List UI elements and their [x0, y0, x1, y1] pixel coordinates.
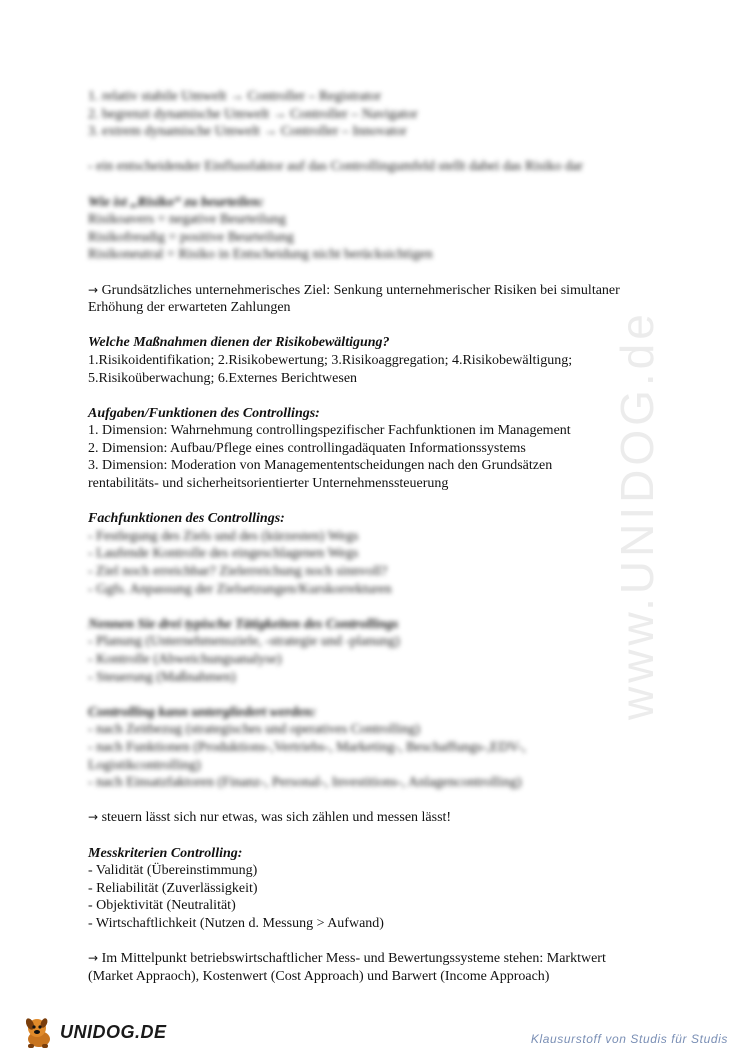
- text-line: - Kontrolle (Abweichungsanalyse): [88, 652, 282, 667]
- final-text: Im Mittelpunkt betriebswirtschaftlicher Mess- und Bewertungssysteme stehen: Marktwert (Market Appraoch), Kostenwert (Cost Approach) und Barwert (Income Approach): [88, 951, 606, 984]
- section-heading: Messkriterien Controlling:: [88, 845, 243, 861]
- section-heading: Aufgaben/Funktionen des Controllings:: [88, 405, 320, 421]
- text-line: 2. Dimension: Aufbau/Pflege eines controllingadäquaten Informationssystems: [88, 440, 526, 456]
- text-line: - Festlegung des Ziels und des (kürzesten) Wegs: [88, 528, 359, 544]
- text-line: - Objektivität (Neutralität): [88, 898, 236, 914]
- goal-paragraph: [88, 282, 648, 317]
- text-line: Risikoavers = negative Beurteilung: [88, 212, 287, 228]
- text-line: 3. Dimension: Moderation von Managemententscheidungen nach den Grundsätzen: [88, 458, 553, 474]
- steer-paragraph: [88, 809, 648, 827]
- blurred-activities-section: [88, 616, 648, 686]
- arrow-icon: →: [88, 810, 99, 825]
- text-line: rentabilitäts- und sicherheitsorientierter Unternehmenssteuerung: [88, 476, 449, 492]
- steer-text: steuern lässt sich nur etwas, was sich zählen und messen lässt!: [101, 810, 452, 826]
- text-line: - Steuerung (Maßnahmen): [88, 669, 236, 685]
- text-line: - ein entscheidender Einflussfaktor auf das Controllingumfeld stellt dabei das Risiko dar: [88, 159, 583, 175]
- unidog-logo: [22, 1012, 167, 1052]
- text-line: - nach Einsatzfaktoren (Finanz-, Personal-, Investitions-, Anlagencontrolling): [88, 775, 522, 791]
- text-line: 3. extrem dynamische Umwelt → Controller – Innovator: [88, 124, 407, 140]
- final-paragraph: [88, 950, 648, 985]
- section-heading: Fachfunktionen des Controllings:: [88, 511, 285, 527]
- text-line: - Laufende Kontrolle des eingeschlagenen Wegs: [88, 546, 359, 562]
- document-body: [88, 88, 648, 1003]
- text-line: Risikofreudig = positive Beurteilung: [88, 229, 294, 245]
- text-line: - nach Funktionen (Produktions-,Vertriebs-, Marketing-, Beschaffungs-,EDV-,: [88, 739, 526, 755]
- text-line: - Reliabilität (Zuverlässigkeit): [88, 880, 258, 896]
- text-line: Logistikcontrolling): [88, 757, 201, 773]
- footer-tagline: Klausurstoff von Studis für Studis: [530, 1032, 728, 1046]
- dog-icon: [22, 1014, 58, 1050]
- text-line: 5.Risikoüberwachung; 6.Externes Berichtwesen: [88, 370, 358, 386]
- section-heading: Wie ist „Risiko“ zu beurteilen:: [88, 194, 265, 210]
- blurred-environment-list: [88, 88, 648, 141]
- arrow-icon: →: [88, 282, 99, 297]
- text-line: 1.Risikoidentifikation; 2.Risikobewertung; 3.Risikoaggregation; 4.Risikobewältigung;: [88, 352, 573, 368]
- section-heading: Nennen Sie drei typische Tätigkeiten des Controllings: [88, 616, 399, 632]
- text-line: 2. begrenzt dynamische Umwelt → Controller – Navigator: [88, 106, 418, 122]
- logo-text: UNIDOG.DE: [60, 1021, 167, 1042]
- text-line: Risikoneutral = Risiko in Entscheidung nicht berücksichtigen: [88, 247, 433, 263]
- watermark: www.UNIDOG.de: [611, 310, 663, 720]
- blurred-risk-assessment-section: [88, 194, 648, 264]
- controlling-tasks-section: [88, 405, 648, 493]
- text-line: 1. relativ stabile Umwelt → Controller – Registrator: [88, 89, 382, 104]
- section-heading: Welche Maßnahmen dienen der Risikobewältigung?: [88, 335, 390, 351]
- fachfunktionen-section: [88, 510, 648, 598]
- text-line: - Planung (Unternehmensziele, -strategie und -planung): [88, 634, 400, 650]
- goal-text: Grundsätzliches unternehmerisches Ziel: Senkung unternehmerischer Risiken bei simultaner Erhöhung der erwarteten Zahlungen: [88, 282, 620, 316]
- text-line: - Wirtschaftlichkeit (Nutzen d. Messung > Aufwand): [88, 915, 384, 931]
- text-line: - nach Zeitbezug (strategisches und operatives Controlling): [88, 722, 421, 738]
- risk-measures-section: [88, 334, 648, 387]
- blurred-risk-factor-note: [88, 158, 648, 176]
- text-line: - Ggfs. Anpassung der Zielsetzungen/Kurskorrekturen: [88, 581, 392, 597]
- text-line: - Ziel noch erreichbar? Zielerreichung noch sinnvoll?: [88, 564, 388, 580]
- section-heading: Controlling kann untergliedert werden:: [88, 704, 317, 720]
- text-line: - Validität (Übereinstimmung): [88, 863, 258, 879]
- blurred-subdivision-section: [88, 704, 648, 792]
- measurement-criteria-section: [88, 845, 648, 933]
- text-line: 1. Dimension: Wahrnehmung controllingspezifischer Fachfunktionen im Management: [88, 423, 571, 439]
- arrow-icon: →: [88, 951, 99, 966]
